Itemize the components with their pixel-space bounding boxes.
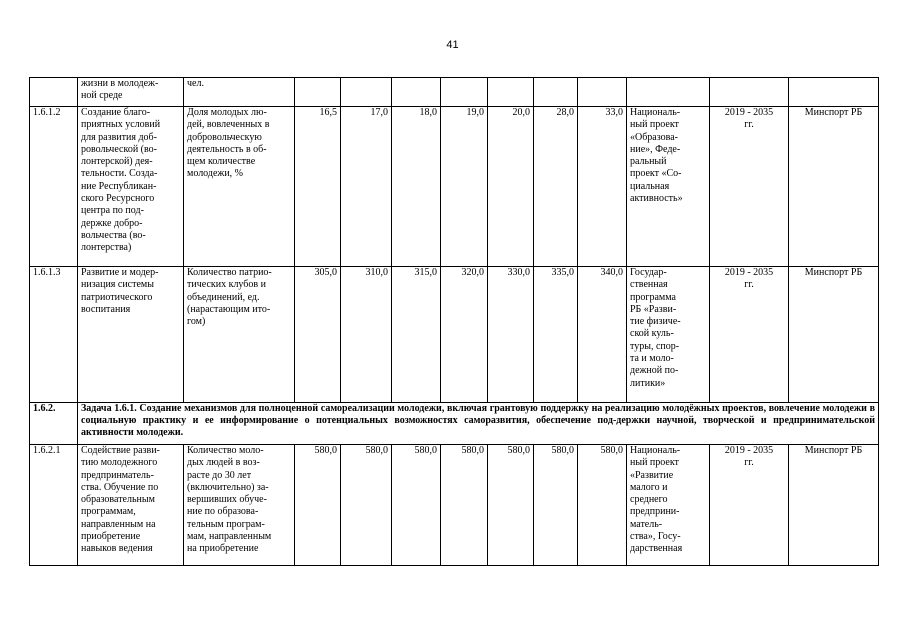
value-cell: 19,0 [441, 107, 488, 267]
table-row [30, 267, 879, 403]
value-cell: 580,0 [295, 445, 341, 566]
program-table [29, 77, 879, 566]
event-cell: Развитие и модер- низация системы патриотического воспитания [78, 267, 184, 403]
task-row [30, 403, 879, 445]
indicator-cell: Количество патрио- тических клубов и объединений, ед. (нарастающим ито- гом) [184, 267, 295, 403]
task-code: 1.6.2. [30, 403, 78, 445]
event-cell: жизни в молодеж- ной среде [78, 78, 184, 107]
value-cell: 16,5 [295, 107, 341, 267]
value-cell: 28,0 [534, 107, 578, 267]
value-cell: 580,0 [488, 445, 534, 566]
source-cell: Государ- ственная программа РБ «Разви- тие физиче- ской куль- туры, спор- та и моло- дежной по- литики» [627, 267, 710, 403]
row-code: 1.6.1.3 [30, 267, 78, 403]
value-cell: 580,0 [392, 445, 441, 566]
source-cell: Националь- ный проект «Образова- ние», Феде- ральный проект «Со- циальная активность» [627, 107, 710, 267]
value-cell [295, 78, 341, 107]
value-cell [488, 78, 534, 107]
executor-cell: Минспорт РБ [789, 267, 879, 403]
years-cell [710, 78, 789, 107]
event-cell: Содействие разви- тию молодежного предпринматель- ства. Обучение по образовательным программам, направленным на приобретение навыков ведения [78, 445, 184, 566]
executor-cell: Минспорт РБ [789, 445, 879, 566]
row-code: 1.6.1.2 [30, 107, 78, 267]
value-cell: 320,0 [441, 267, 488, 403]
value-cell: 18,0 [392, 107, 441, 267]
value-cell: 580,0 [534, 445, 578, 566]
executor-cell [789, 78, 879, 107]
value-cell: 580,0 [441, 445, 488, 566]
row-code [30, 78, 78, 107]
value-cell: 335,0 [534, 267, 578, 403]
page-number: 41 [446, 39, 459, 51]
value-cell: 340,0 [578, 267, 627, 403]
table-row [30, 107, 879, 267]
executor-cell: Минспорт РБ [789, 107, 879, 267]
task-text: Задача 1.6.1. Создание механизмов для полноценной самореализации молодежи, включая грантовую поддержку на реализацию молодёжных проектов, вовлечение молодежи в социальную практику и ее информирование о потенциальных возможностях саморазвития, обеспечение под-держки научной, творческой и предпринимательской активности молодежи. [78, 403, 879, 445]
source-cell [627, 78, 710, 107]
value-cell [534, 78, 578, 107]
value-cell: 310,0 [341, 267, 392, 403]
value-cell: 580,0 [341, 445, 392, 566]
indicator-cell: Доля молодых лю- дей, вовлеченных в добровольческую деятельность в об- щем количестве молодежи, % [184, 107, 295, 267]
indicator-cell: Количество моло- дых людей в воз- расте до 30 лет (включительно) за- вершивших обуче- ние по образова- тельным програм- мам, направленным на приобретение [184, 445, 295, 566]
years-cell: 2019 - 2035 гг. [710, 107, 789, 267]
table-row [30, 445, 879, 566]
table-row [30, 78, 879, 107]
value-cell: 305,0 [295, 267, 341, 403]
value-cell: 20,0 [488, 107, 534, 267]
value-cell: 330,0 [488, 267, 534, 403]
value-cell: 315,0 [392, 267, 441, 403]
value-cell [392, 78, 441, 107]
indicator-cell: чел. [184, 78, 295, 107]
value-cell [441, 78, 488, 107]
value-cell: 580,0 [578, 445, 627, 566]
value-cell: 33,0 [578, 107, 627, 267]
years-cell: 2019 - 2035 гг. [710, 267, 789, 403]
row-code: 1.6.2.1 [30, 445, 78, 566]
value-cell: 17,0 [341, 107, 392, 267]
value-cell [341, 78, 392, 107]
value-cell [578, 78, 627, 107]
event-cell: Создание благо- приятных условий для развития доб- ровольческой (во- лонтерской) дея- тельности. Созда- ние Республикан- ского Ресурсного центра по под- держке добро- вольчества (во- лонтерства) [78, 107, 184, 267]
source-cell: Националь- ный проект «Развитие малого и среднего предприни- матель- ства», Госу- дарственная [627, 445, 710, 566]
years-cell: 2019 - 2035 гг. [710, 445, 789, 566]
